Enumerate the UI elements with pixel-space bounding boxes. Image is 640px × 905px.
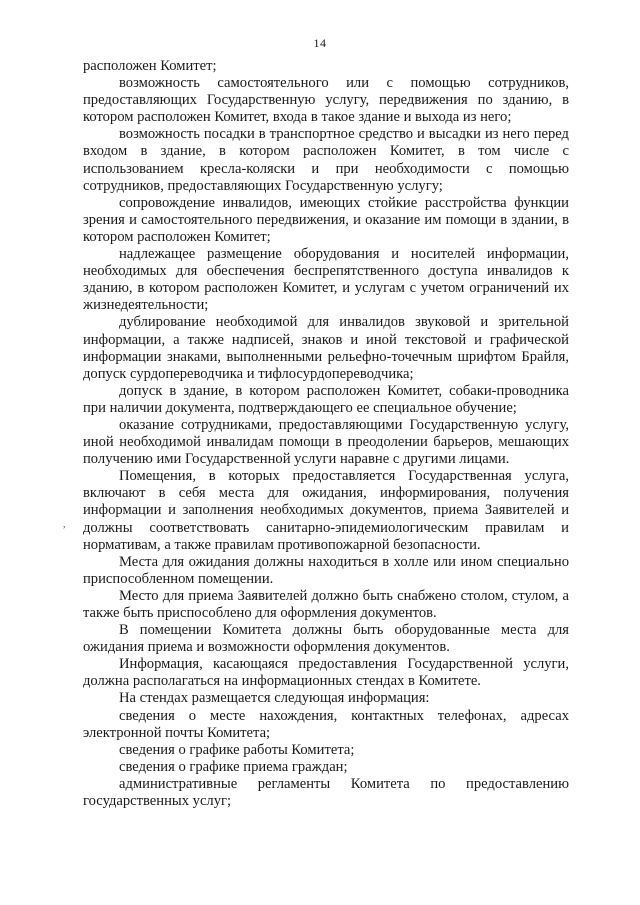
paragraph: допуск в здание, в котором расположен Комитет, собаки-проводника при наличии документа, подтверждающего ее специальное обучение; [83, 382, 569, 416]
paragraph: сведения о графике работы Комитета; [119, 741, 355, 758]
paragraph: возможность посадки в транспортное средство и высадки из него перед входом в здание, в котором расположен Комитет, в том числе с использованием кресла-коляски и при необходимости с помощью сотрудников, предоставляющих Государственную услугу; [83, 126, 569, 194]
paragraph: сопровождение инвалидов, имеющих стойкие расстройства функции зрения и самостоятельного передвижения, и оказание им помощи в здании, в котором расположен Комитет; [83, 194, 569, 245]
paragraph: оказание сотрудниками, предоставляющими Государственную услугу, иной необходимой инвалидам помощи в преодолении барьеров, мешающих получению ими Государственной услуги наравне с другими лицами. [83, 416, 569, 468]
margin-mark: , [63, 519, 66, 530]
paragraph: На стендах размещается следующая информация: [119, 690, 430, 707]
paragraph: сведения о месте нахождения, контактных телефонах, адресах электронной почты Комитета; [83, 707, 569, 741]
paragraph: Информация, касающаяся предоставления Государственной услуги, должна располагаться на информационных стендах в Комитете. [83, 656, 569, 690]
page-number: 14 [313, 36, 327, 50]
paragraph: расположен Комитет; [83, 58, 217, 74]
paragraph: административные регламенты Комитета по предоставлению государственных услуг; [83, 775, 569, 810]
paragraph: надлежащее размещение оборудования и носителей информации, необходимых для обеспечения беспрепятственного доступа инвалидов к зданию, в котором расположен Комитет, и услугам с учетом ограничений их жизнедеятельности; [83, 246, 569, 314]
paragraph: сведения о графике приема граждан; [119, 758, 348, 775]
paragraph: Место для приема Заявителей должно быть снабжено столом, стулом, а также быть приспособлено для оформления документов. [83, 587, 569, 621]
paragraph: дублирование необходимой для инвалидов звуковой и зрительной информации, а также надписей, знаков и иной текстовой и графической информации знаками, выполненными рельефно-точечным шрифтом Брайля, допуск сурдопереводчика и тифлосурдопереводчика; [83, 314, 569, 382]
document-body [83, 58, 569, 810]
paragraph: В помещении Комитета должны быть оборудованные места для ожидания приема и возможности оформления документов. [83, 622, 569, 656]
paragraph: Помещения, в которых предоставляется Государственная услуга, включают в себя места для ожидания, информирования, получения информации и заполнения необходимых документов, приема Заявителей и должны соответствовать санитарно-эпидемиологическим правилам и нормативам, а также правилам противопожарной безопасности. [83, 468, 569, 553]
paragraph: возможность самостоятельного или с помощью сотрудников, предоставляющих Государственную услугу, передвижения по зданию, в котором расположен Комитет, входа в такое здание и выхода из него; [83, 75, 569, 126]
paragraph: Места для ожидания должны находиться в холле или ином специально приспособленном помещении. [83, 553, 569, 587]
